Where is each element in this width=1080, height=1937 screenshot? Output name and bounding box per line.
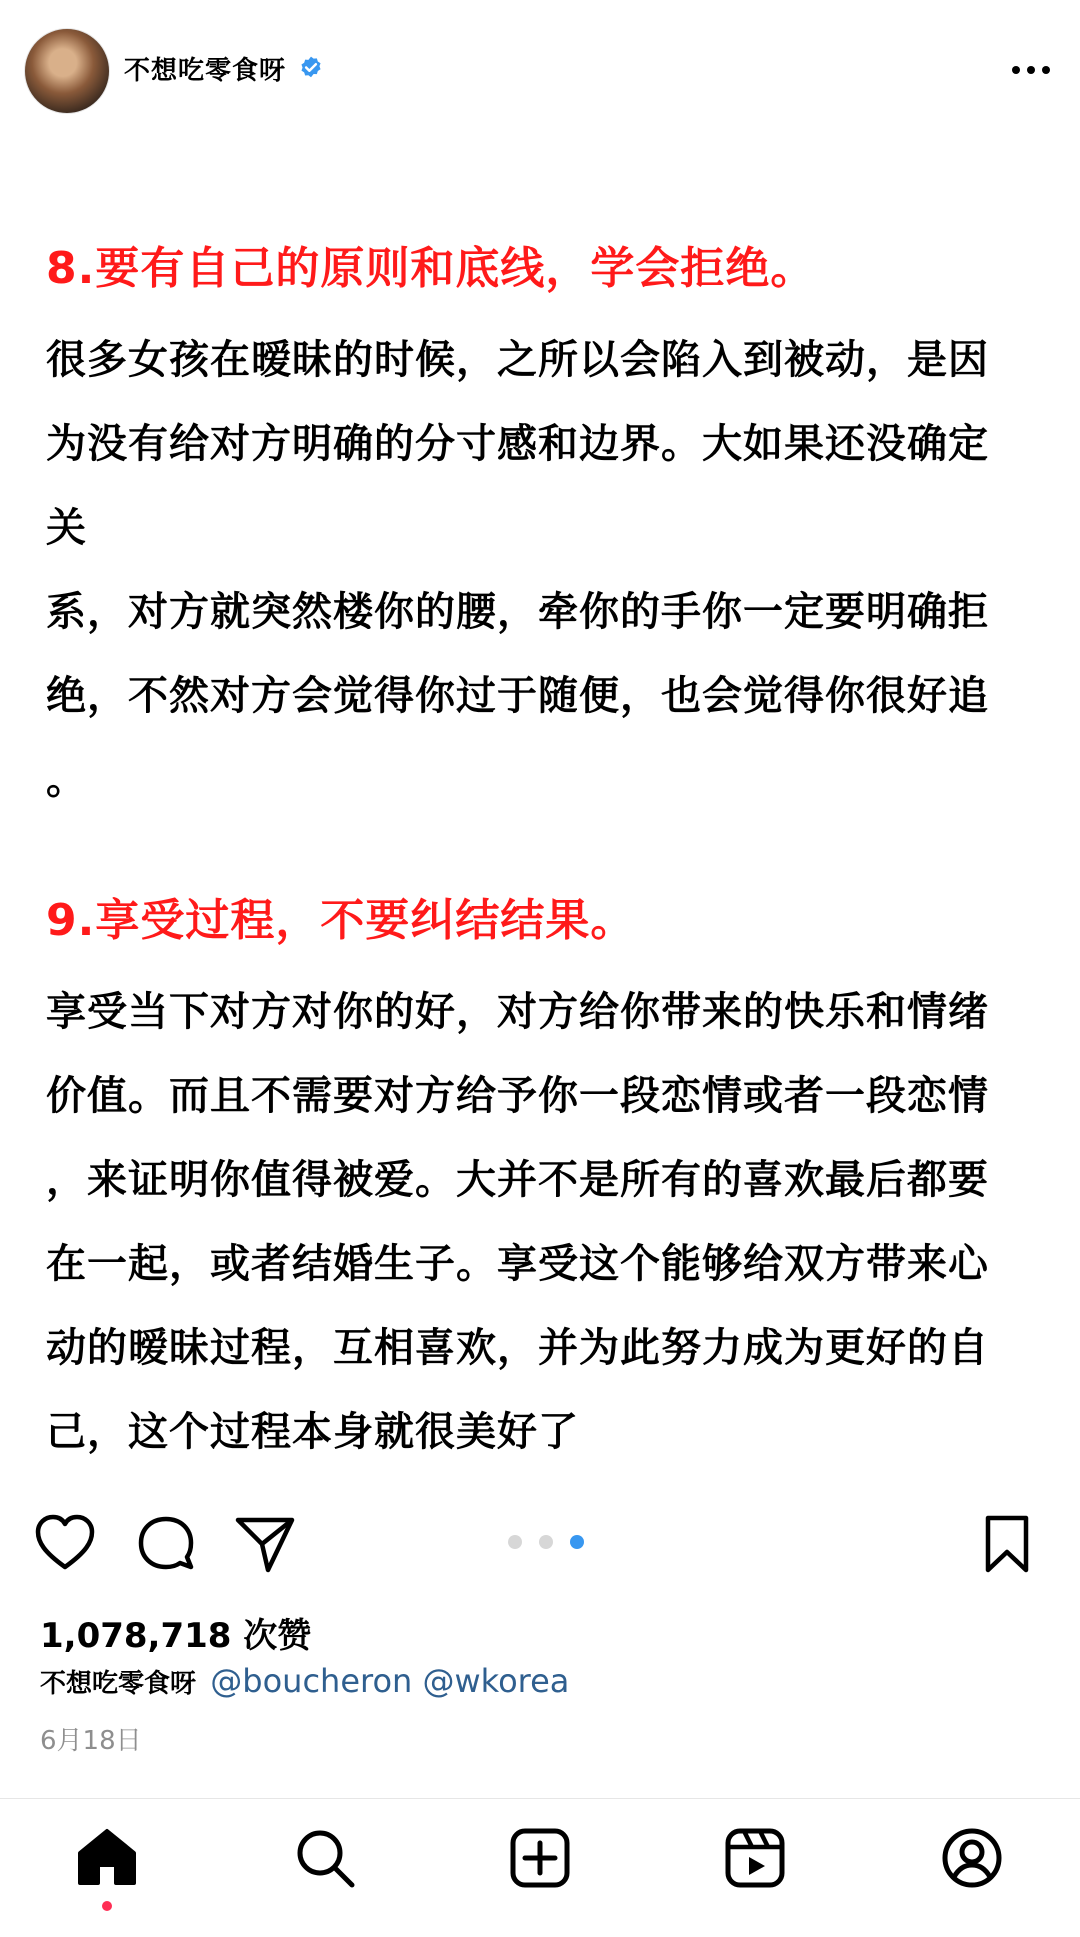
section-8-line-1: 很多女孩在暧昧的时候，之所以会陷入到被动，是因 (46, 337, 989, 383)
verified-badge-icon (298, 55, 324, 81)
section-8-line-5: 绝，不然对方会觉得你过于随便，也会觉得你很好追 (46, 673, 989, 719)
notification-dot (102, 1901, 112, 1911)
share-send-icon[interactable] (234, 1514, 296, 1574)
section-9-line-5: 动的暧昧过程，互相喜欢，并为此努力成为更好的自 (46, 1325, 989, 1371)
section-9-line-1: 享受当下对方对你的好，对方给你带来的快乐和情绪 (46, 989, 989, 1035)
post-date: 6月18日 (40, 1726, 142, 1756)
section-8-line-6: 。 (46, 757, 87, 803)
caption-username[interactable]: 不想吃零食呀 (40, 1669, 197, 1699)
bottom-nav (0, 1798, 1080, 1937)
section-8-line-4: 系，对方就突然楼你的腰，牵你的手你一定要明确拒 (46, 589, 989, 635)
section-9-line-4: 在一起，或者结婚生子。享受这个能够给双方带来心 (46, 1241, 989, 1287)
section-9-title: 9.享受过程，不要纠结结果。 (46, 895, 636, 946)
likes-count[interactable]: 1,078,718 次赞 (40, 1616, 312, 1656)
section-8-line-3: 关 (46, 505, 87, 551)
section-9-line-6: 己，这个过程本身就很美好了 (46, 1409, 579, 1455)
more-horizontal-icon[interactable] (1008, 50, 1054, 90)
post-image[interactable] (24, 180, 1064, 1470)
carousel-dot (508, 1535, 522, 1549)
avatar[interactable] (24, 28, 110, 114)
save-bookmark-icon[interactable] (982, 1514, 1032, 1574)
caption (40, 1662, 569, 1700)
like-heart-icon[interactable] (34, 1514, 96, 1572)
post-header (0, 0, 1080, 140)
section-9-line-2: 价值。而且不需要对方给予你一段恋情或者一段恋情 (46, 1073, 989, 1119)
search-icon[interactable] (290, 1823, 360, 1893)
carousel-dot-active (570, 1535, 584, 1549)
username[interactable]: 不想吃零食呀 (124, 56, 287, 86)
section-8-title: 8.要有自己的原则和底线，学会拒绝。 (46, 243, 816, 294)
carousel-indicator (508, 1534, 596, 1550)
section-9-line-3: ，来证明你值得被爱。大并不是所有的喜欢最后都要 (46, 1157, 989, 1203)
reels-icon[interactable] (720, 1823, 790, 1893)
home-icon[interactable] (72, 1823, 142, 1893)
create-icon[interactable] (505, 1823, 575, 1893)
caption-tags[interactable]: @boucheron @wkorea (210, 1662, 570, 1700)
comment-icon[interactable] (136, 1514, 196, 1574)
section-8-line-2: 为没有给对方明确的分寸感和边界。大如果还没确定 (46, 421, 989, 467)
carousel-dot (539, 1535, 553, 1549)
profile-icon[interactable] (937, 1823, 1007, 1893)
